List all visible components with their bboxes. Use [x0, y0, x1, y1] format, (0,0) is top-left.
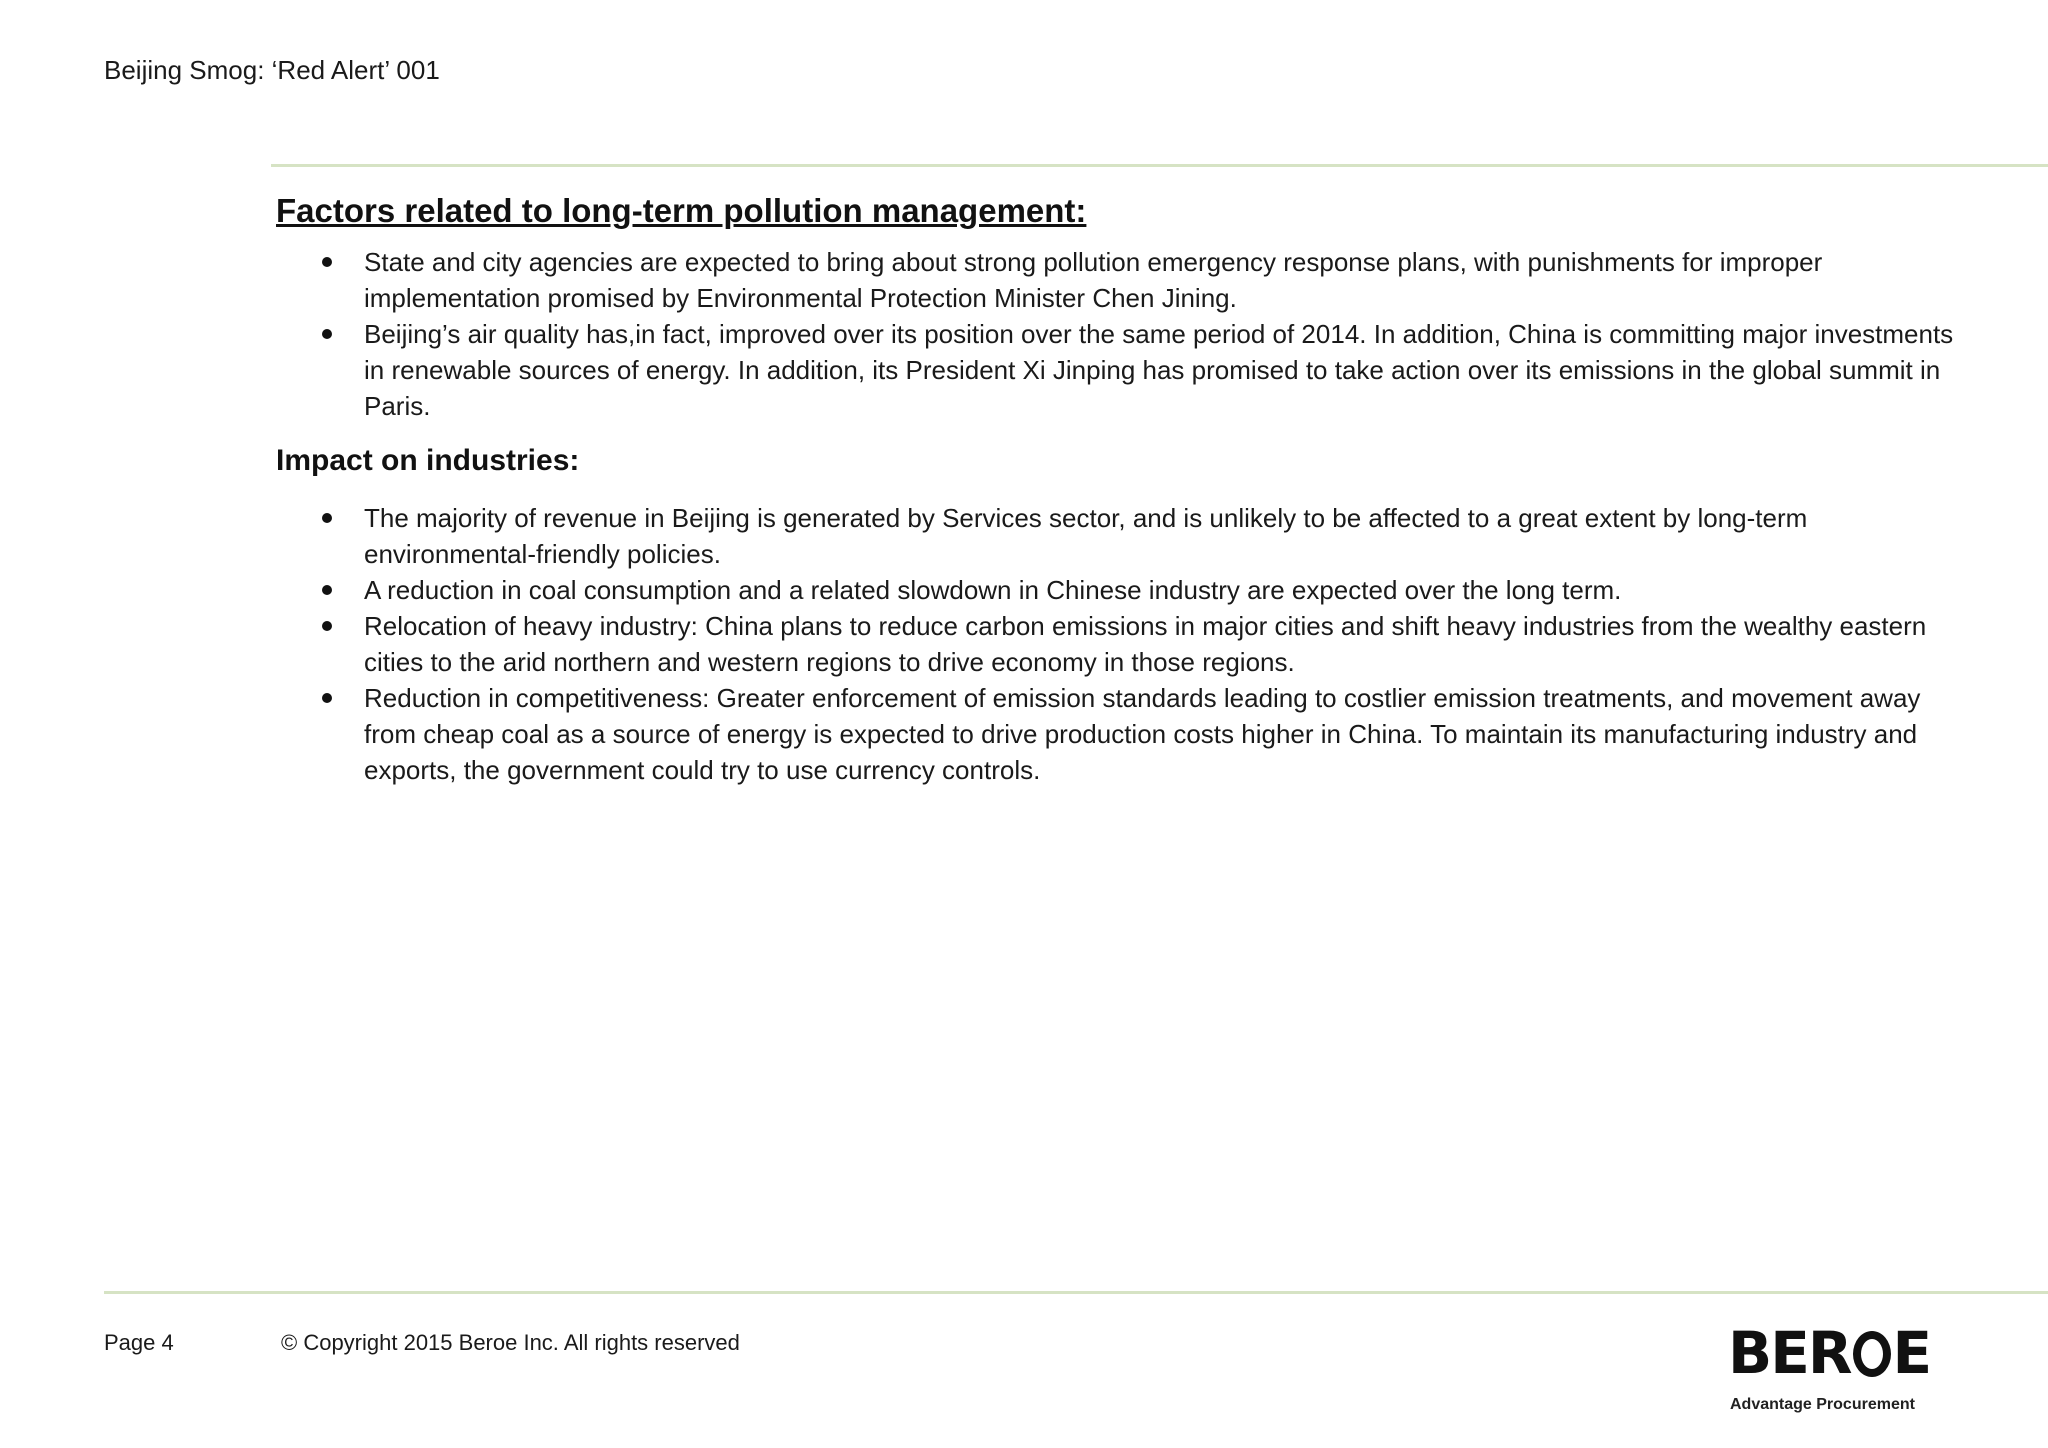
header-divider — [271, 164, 2048, 167]
list-item-text: The majority of revenue in Beijing is generated by Services sector, and is unlikely to be affected to a great extent by long-term environmental-friendly policies. — [364, 503, 1808, 569]
list-item — [276, 608, 1956, 680]
list-item-text: A reduction in coal consumption and a related slowdown in Chinese industry are expected over the long term. — [364, 575, 1622, 605]
list-item-text: Beijing’s air quality has,in fact, improved over its position over the same period of 2014. In addition, China is committing major investments in renewable sources of energy. In addition, its President Xi Jinping has promised to take action over its emissions in the global summit in Paris. — [364, 319, 1954, 421]
bullet-icon — [322, 513, 332, 523]
logo-tagline: Advantage Procurement — [1730, 1396, 1915, 1413]
impact-on-industries-list — [276, 500, 1956, 788]
bullet-icon — [322, 585, 332, 595]
bullet-icon — [322, 257, 332, 267]
bullet-icon — [322, 621, 332, 631]
long-term-factors-list — [276, 244, 1956, 424]
footer-divider — [104, 1291, 2048, 1294]
list-item — [276, 500, 1956, 572]
section-heading-impact-on-industries: Impact on industries: — [276, 444, 580, 477]
bullet-icon — [322, 693, 332, 703]
list-item — [276, 680, 1956, 788]
list-item-text: State and city agencies are expected to bring about strong pollution emergency response plans, with punishments for improper implementation promised by Environmental Protection Minister Chen Jining. — [364, 247, 1823, 313]
copyright-notice: © Copyright 2015 Beroe Inc. All rights reserved — [281, 1330, 740, 1355]
page-number: Page 4 — [104, 1330, 174, 1355]
logo-text-left: BER — [1728, 1319, 1851, 1387]
list-item-text: Reduction in competitiveness: Greater enforcement of emission standards leading to costlier emission treatments, and movement away from cheap coal as a source of energy is expected to drive production costs higher in China. To maintain its manufacturing industry and exports, the government could try to use currency controls. — [364, 683, 1921, 785]
logo-text-right: E — [1892, 1319, 1931, 1387]
list-item — [276, 244, 1956, 316]
list-item-text: Relocation of heavy industry: China plans to reduce carbon emissions in major cities and shift heavy industries from the wealthy eastern cities to the arid northern and western regions to drive economy in those regions. — [364, 611, 1927, 677]
logo-wordmark — [1728, 1319, 1931, 1387]
document-header-title: Beijing Smog: ‘Red Alert’ 001 — [104, 55, 440, 85]
bullet-icon — [322, 329, 332, 339]
list-item — [276, 572, 1956, 608]
logo-ring-icon — [1853, 1331, 1891, 1377]
list-item — [276, 316, 1956, 424]
section-heading-long-term-factors: Factors related to long-term pollution management: — [276, 192, 1087, 229]
beroe-logo — [1728, 1319, 1931, 1422]
document-body — [276, 186, 1956, 788]
